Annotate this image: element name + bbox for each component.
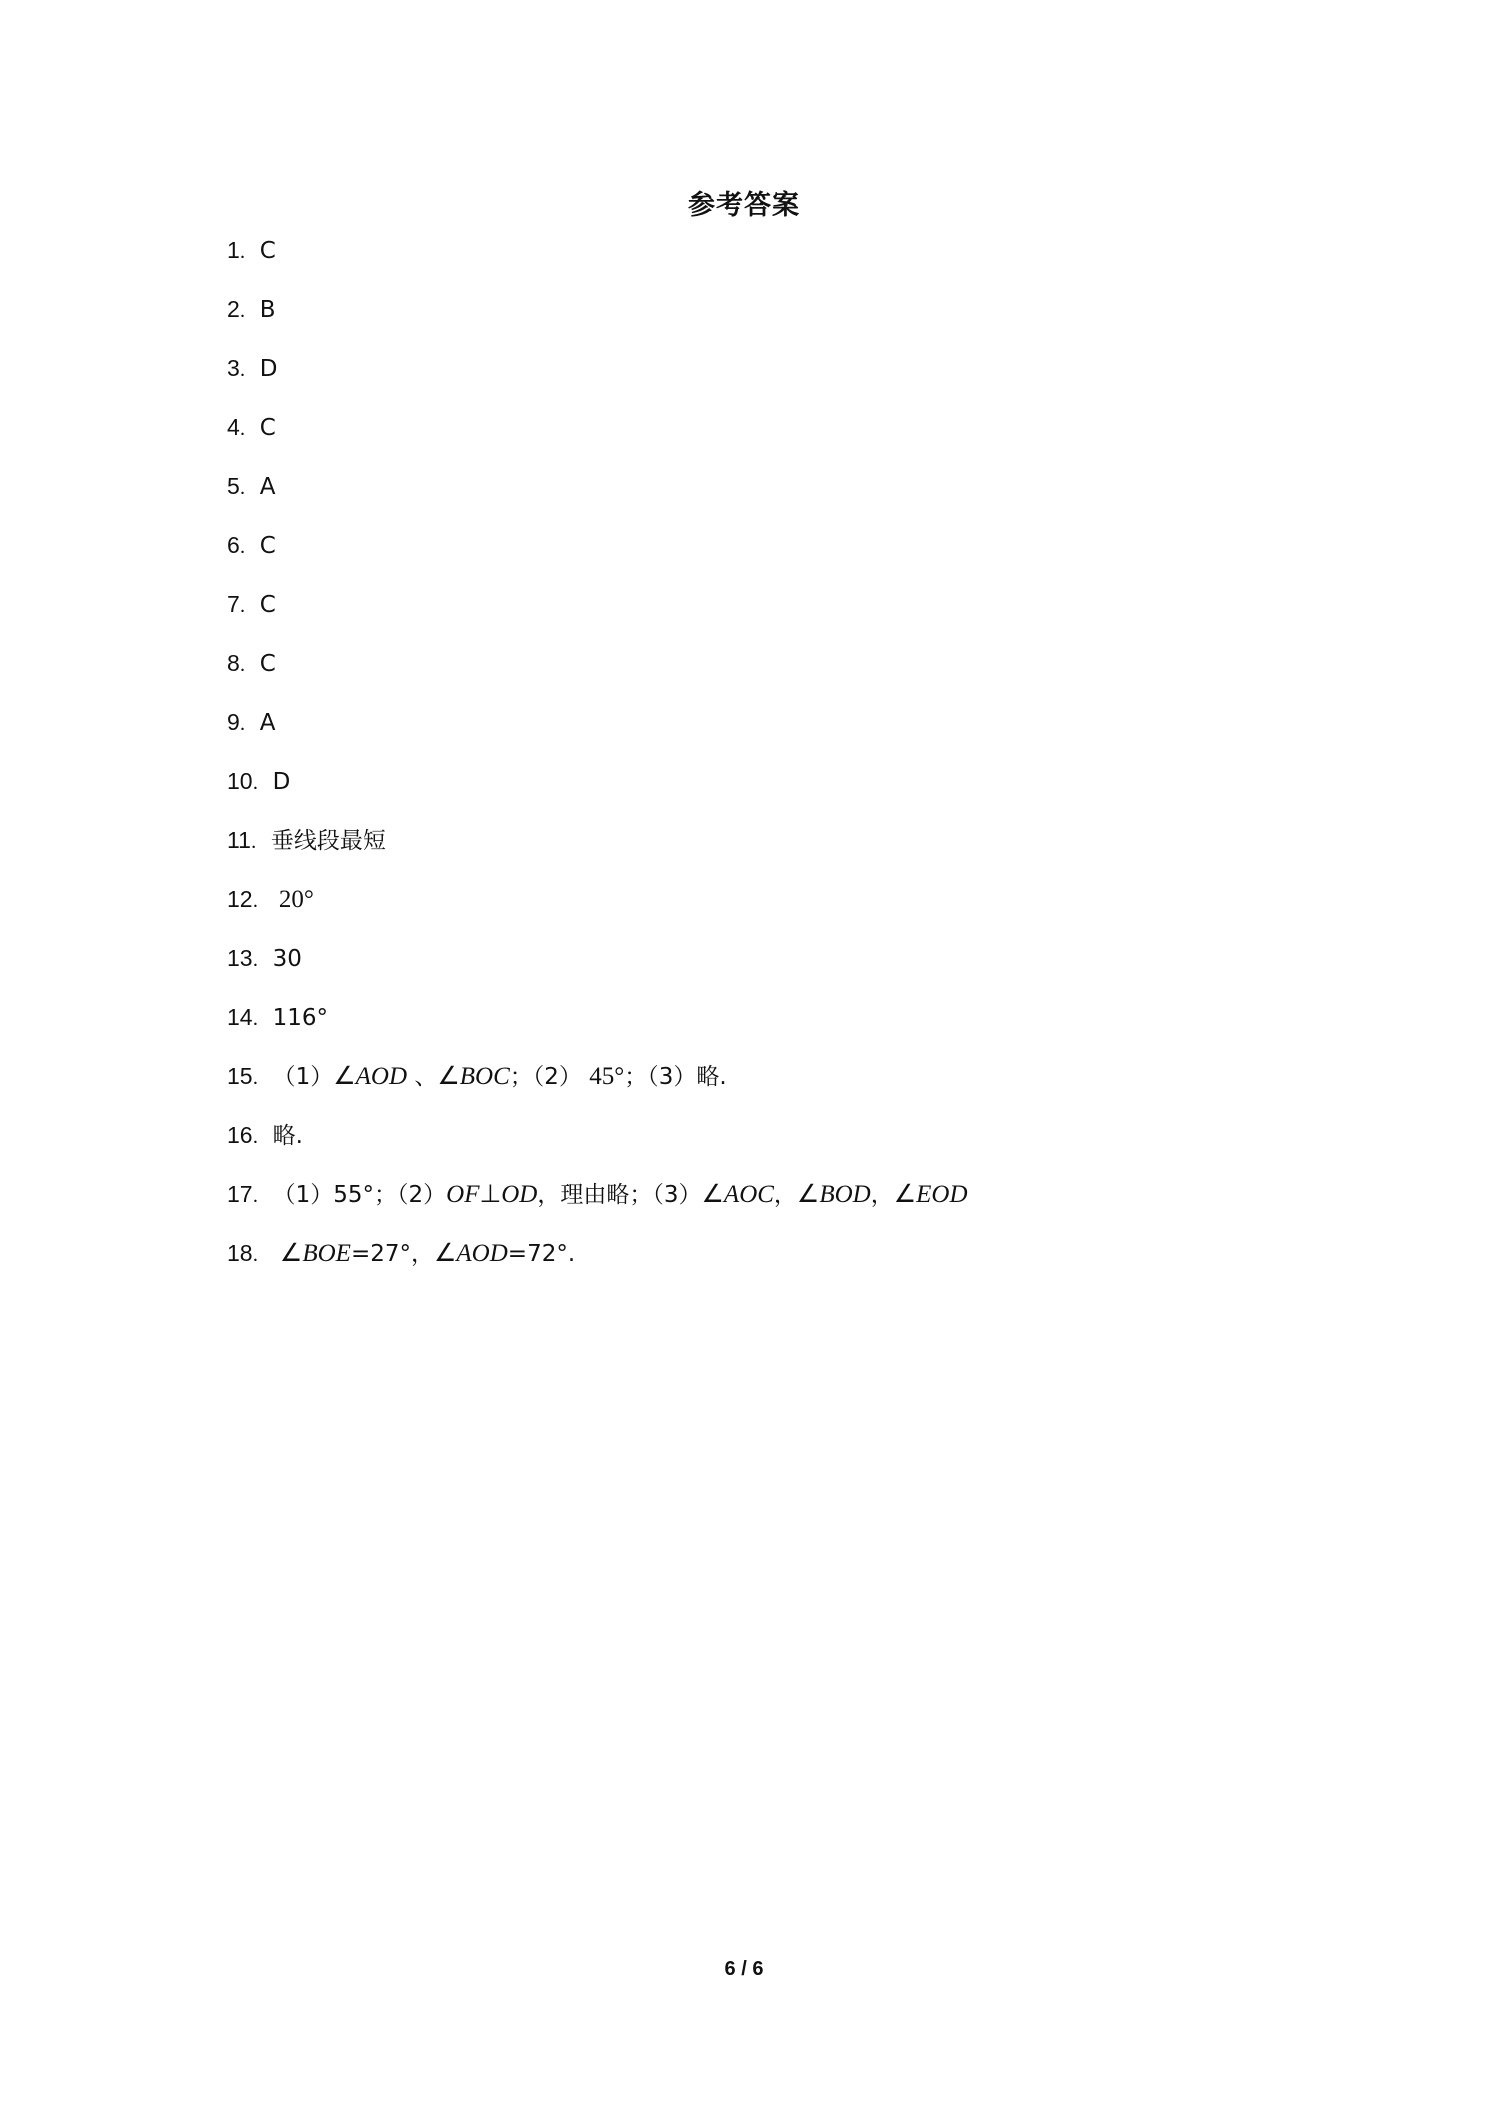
answer-text: （1） (272, 1064, 334, 1090)
page-title: 参考答案 (688, 190, 800, 221)
math-variable: OD (501, 1181, 538, 1208)
answer-text: D (272, 769, 291, 795)
math-variable: AOD (456, 1240, 508, 1267)
answer-number: 7 (227, 591, 240, 617)
answer-text: （1）55°；（2） (272, 1182, 447, 1208)
answer-number: 17 (227, 1181, 253, 1207)
answer-text: ，理由略；（3） (537, 1182, 702, 1208)
answer-text: D (259, 356, 278, 382)
answer-number: 14 (227, 1004, 253, 1030)
math-variable: EOD (916, 1181, 968, 1208)
answer-text: A (259, 710, 276, 736)
answer-item (227, 1056, 968, 1115)
math-variable: AOD (355, 1063, 408, 1090)
answer-separator (240, 289, 260, 332)
answer-number: 2 (227, 296, 240, 322)
answer-item (227, 879, 968, 938)
answer-item (227, 702, 968, 761)
math-symbol: ∠ (437, 1063, 460, 1090)
math-variable: BOD (819, 1181, 871, 1208)
answer-item (227, 407, 968, 466)
answer-item (227, 643, 968, 702)
answer-text: A (259, 474, 276, 500)
answer-number: 5 (227, 473, 240, 499)
answer-separator (240, 643, 260, 686)
answer-separator (240, 348, 260, 391)
math-symbol: ∠ (333, 1063, 356, 1090)
answer-text: C (259, 533, 276, 559)
answer-text: C (259, 592, 276, 618)
answer-number: 16 (227, 1122, 253, 1148)
answer-number: 3 (227, 355, 240, 381)
answer-text (273, 1241, 280, 1267)
answer-number: 9 (227, 709, 240, 735)
answer-text: 116° (272, 1005, 328, 1031)
answer-separator (253, 1056, 273, 1099)
answer-list (227, 230, 968, 1292)
answer-text: ；（3）略. (624, 1064, 727, 1090)
answer-number: 1 (227, 237, 240, 263)
answer-item (227, 289, 968, 348)
answer-separator (253, 1233, 273, 1276)
math-symbol: ∠ (893, 1181, 917, 1208)
answer-number: 8 (227, 650, 240, 676)
answer-text: ， (773, 1182, 797, 1208)
math-symbol: ∠ (279, 1240, 303, 1267)
answer-number: 11 (227, 827, 251, 853)
math-variable: BOE (302, 1240, 351, 1267)
answer-item (227, 584, 968, 643)
page-number: 6 / 6 (724, 1958, 764, 1980)
answer-number: 6 (227, 532, 240, 558)
answer-text: =72°. (507, 1241, 576, 1267)
answer-text: =27°， (350, 1241, 434, 1267)
answer-text: 30 (272, 946, 302, 972)
answer-item (227, 820, 968, 879)
answer-text: C (259, 651, 276, 677)
answer-item (227, 230, 968, 289)
answer-separator (240, 466, 260, 509)
answer-text: 垂线段最短 (270, 828, 386, 854)
answer-separator (253, 938, 273, 981)
answer-separator (240, 230, 260, 273)
answer-item (227, 348, 968, 407)
answer-separator (253, 1174, 273, 1217)
answer-separator (253, 997, 273, 1040)
answer-item (227, 761, 968, 820)
answer-number: 18 (227, 1240, 253, 1266)
answer-text: ， (870, 1182, 894, 1208)
answer-text: C (259, 238, 276, 264)
math-variable: AOC (723, 1181, 774, 1208)
answer-item (227, 1233, 968, 1292)
answer-separator (240, 525, 260, 568)
math-symbol: ∠ (701, 1181, 724, 1208)
answer-text: ；（2） (509, 1064, 590, 1090)
answer-separator (240, 407, 260, 450)
answer-separator (251, 820, 271, 863)
answer-text: 略. (272, 1123, 303, 1149)
answer-separator (240, 584, 260, 627)
answer-number: 4 (227, 414, 240, 440)
answer-number: 15 (227, 1063, 253, 1089)
math-symbol: ∠ (796, 1181, 820, 1208)
math-variable: BOC (459, 1063, 510, 1090)
answer-separator (253, 761, 273, 804)
answer-number: 10 (227, 768, 253, 794)
answer-item (227, 938, 968, 997)
answer-item (227, 1115, 968, 1174)
math-symbol: 45° (589, 1063, 625, 1090)
math-variable: OF (446, 1181, 480, 1208)
math-symbol: 20° (272, 886, 314, 913)
answer-item (227, 525, 968, 584)
answer-separator (253, 879, 273, 922)
answer-text: 、 (407, 1064, 438, 1090)
answer-number: 12 (227, 886, 253, 912)
answer-item (227, 466, 968, 525)
answer-separator (240, 702, 260, 745)
answer-text: B (259, 297, 276, 323)
answer-item (227, 997, 968, 1056)
answer-item (227, 1174, 968, 1233)
math-symbol: ∠ (433, 1240, 457, 1267)
answer-text: C (259, 415, 276, 441)
answer-number: 13 (227, 945, 253, 971)
math-symbol: ⊥ (479, 1181, 502, 1208)
answer-separator (253, 1115, 273, 1158)
